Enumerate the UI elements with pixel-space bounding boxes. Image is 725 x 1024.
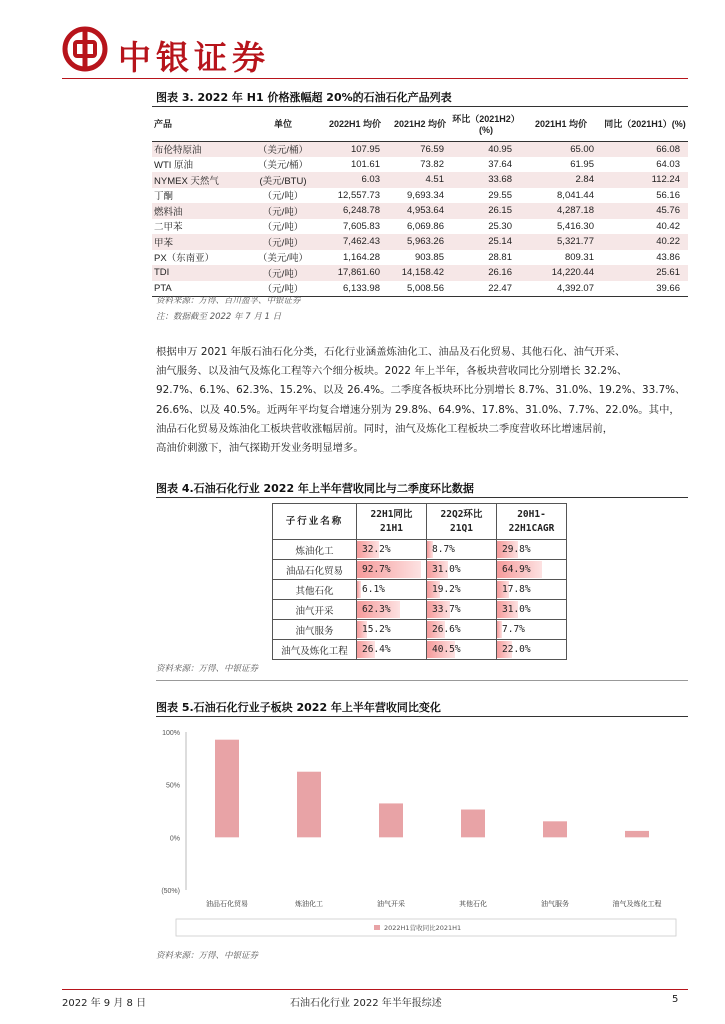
table-cell: 7,462.43 [322,234,388,250]
segment-name: 油气服务 [273,620,357,640]
chart5-source: 资料来源：万得、中银证券 [156,951,259,961]
table-cell: （元/吨） [244,281,322,297]
chart-bar [625,831,649,837]
table-cell: 28.81 [488,251,512,263]
table-cell: 6,248.78 [322,203,388,219]
table-cell: 61.95 [570,158,594,170]
chart-bar [543,821,567,837]
table-cell: 8,041.44 [557,189,594,201]
chart-bar [461,810,485,838]
table-cell: 4.51 [388,172,452,188]
x-tick-label: 油品石化贸易 [206,900,248,908]
table-cell: PX（东南亚） [154,253,215,265]
table-header: 2021H2 均价 [388,107,452,141]
table-header: 子行业名称 [273,504,357,540]
table-cell: 14,220.44 [520,265,602,281]
table-cell: 布伦特原油 [152,141,244,157]
table-cell: 7,605.83 [343,220,380,232]
y-tick-label: (50%) [161,888,180,895]
paragraph-line: 油品石化贸易及炼油化工板块营收涨幅居前。同时，油气及炼化工程板块二季度营收环比增速居前， [156,422,614,435]
table-cell: 903.85 [414,251,444,263]
table-row [152,172,688,188]
table-cell: 64.03 [656,158,680,170]
x-tick-label: 油气开采 [377,900,405,908]
table-cell: 33.68 [452,172,520,188]
table-cell: 112.24 [602,172,688,188]
table-row [152,141,688,157]
table-cell: 2.84 [520,172,602,188]
table-cell: （元/吨） [244,265,322,281]
paragraph-line: 26.6%、以及 40.5%。近两年平均复合增速分别为 29.8%、64.9%、17.8%、31.0%、7.7%、22.0%。其中， [156,403,680,416]
metric-value: 26.6% [432,624,461,635]
y-tick-label: 50% [165,782,180,790]
metric-value: 17.8% [502,584,531,595]
metric-value: 92.7% [362,564,391,575]
segment-name: 其他石化 [273,580,357,600]
table-cell: （美元/吨） [257,253,309,265]
metric-value: 62.3% [362,604,391,615]
table-cell: 45.76 [602,203,688,219]
metric-cell [357,640,427,660]
metric-value: 15.2% [362,624,391,635]
segment-name: 油气及炼化工程 [273,640,357,660]
table-cell: WTI 原油 [154,160,194,172]
table-cell: 40.95 [452,141,520,157]
table3-source: 资料来源：万得、百川盈孚、中银证券 [156,296,301,306]
segment-name: 炼油化工 [273,540,357,560]
metric-cell [357,620,427,640]
metric-value: 6.1% [362,584,385,595]
table-header: 产品 [152,107,244,141]
chart-bar [379,803,403,837]
table-cell: 甲苯 [152,234,244,250]
table-row [152,188,688,204]
table-cell: 107.95 [322,141,388,157]
table-cell: (美元/BTU) [244,172,322,188]
page-header [62,26,662,76]
table4-bottom-rule [156,680,688,681]
table-cell: 25.30 [488,220,512,232]
table-cell: 燃料油 [152,203,244,219]
revenue-yoy-bar-chart [156,720,688,945]
table3-note: 注：数据截至 2022 年 7 月 1 日 [156,312,282,322]
table-cell: （元/吨） [244,234,322,250]
table-cell: 22.47 [452,281,520,297]
table-cell: （元/吨） [262,222,304,234]
table-cell: TDI [152,265,244,281]
table-cell: （美元/桶） [244,141,322,157]
table-row [152,265,688,281]
metric-value: 32.2% [362,544,391,555]
table-cell: 25.14 [452,234,520,250]
table-cell: 29.55 [488,189,512,201]
table-cell: 66.08 [602,141,688,157]
metric-value: 8.7% [432,544,455,555]
segment-name: 油品石化贸易 [273,560,357,580]
table-row [273,580,567,600]
metric-value: 26.4% [362,644,391,655]
table-cell: 39.66 [602,281,688,297]
metric-value: 22.0% [502,644,531,655]
table-cell: NYMEX 天然气 [152,172,244,188]
table-cell: 809.31 [564,251,594,263]
price-table [152,107,688,297]
metric-cell [427,580,497,600]
chart5-caption: 图表 5.石油石化行业子板块 2022 年上半年营收同比变化 [156,701,441,714]
table-cell: （元/吨） [262,191,304,203]
metric-cell [497,560,567,580]
table-cell: 37.64 [488,158,512,170]
chart-bar [297,772,321,838]
table-row [152,157,688,173]
metric-value: 40.5% [432,644,461,655]
metric-cell [427,620,497,640]
metric-cell [497,620,567,640]
metric-cell [357,540,427,560]
table-cell: 40.22 [602,234,688,250]
legend-swatch [374,925,380,930]
metric-cell [427,640,497,660]
table-cell: 101.61 [350,158,380,170]
table-row [273,540,567,560]
table-cell: 26.15 [452,203,520,219]
table-cell: 5,416.30 [557,220,594,232]
table-row [152,250,688,266]
paragraph-line: 根据申万 2021 年版石油石化分类，石化行业涵盖炼油化工、油品及石化贸易、其他石化、油气开采、 [156,346,626,358]
table-cell: 二甲苯 [154,222,183,234]
y-tick-label: 0% [169,835,180,843]
table-row [152,234,688,250]
body-paragraph [156,343,688,458]
footer-divider [62,989,688,990]
table-cell: （美元/桶） [257,160,309,172]
brand-name: 中银证券 [118,38,270,77]
table-cell: 6.03 [322,172,388,188]
table-cell: 6,069.86 [407,220,444,232]
table-cell: 4,392.07 [520,281,602,297]
table-cell: 56.16 [656,189,680,201]
table-header: 2022H1 均价 [322,107,388,141]
table-cell: 5,008.56 [388,281,452,297]
table-cell: 25.61 [602,265,688,281]
metric-value: 33.7% [432,604,461,615]
table-cell: 73.82 [420,158,444,170]
table-cell: 76.59 [388,141,452,157]
page-number: 5 [672,994,679,1005]
table-header: 22Q2环比 21Q1 [427,504,497,540]
table4-top-rule [156,497,688,498]
metric-cell [497,640,567,660]
table-cell: 43.86 [656,251,680,263]
metric-value: 64.9% [502,564,531,575]
metric-cell [427,600,497,620]
footer-title: 石油石化行业 2022 年半年报综述 [290,998,442,1009]
table-cell: PTA [152,281,244,297]
table-header: 22H1同比 21H1 [357,504,427,540]
metric-cell [497,580,567,600]
x-tick-label: 油气服务 [541,900,569,908]
table4-caption: 图表 4.石油石化行业 2022 年上半年营收同比与二季度环比数据 [156,482,474,495]
table-cell: 9,693.34 [407,189,444,201]
metric-cell [497,540,567,560]
segment-name: 油气开采 [273,600,357,620]
y-tick-label: 100% [162,730,180,737]
metric-value: 29.8% [502,544,531,555]
table-cell: （元/吨） [244,203,322,219]
table-row [152,203,688,219]
table-row [273,640,567,660]
metric-cell [357,580,427,600]
header-divider [62,78,688,79]
metric-cell [497,600,567,620]
metric-value: 31.0% [502,604,531,615]
table-cell: 4,287.18 [520,203,602,219]
metric-cell [357,560,427,580]
metric-cell [357,600,427,620]
table-row [152,219,688,235]
metric-cell [427,560,497,580]
legend-label: 2022H1营收同比2021H1 [384,924,462,932]
table-header: 单位 [244,107,322,141]
table-cell: 65.00 [520,141,602,157]
x-tick-label: 其他石化 [459,900,487,908]
table-header: 环比（2021H2）(%) [452,107,520,141]
chart5-top-rule [156,716,688,717]
table-row [273,620,567,640]
metric-value: 7.7% [502,624,525,635]
table-header: 20H1-22H1CAGR [497,504,567,540]
table4-source: 资料来源：万得、中银证券 [156,664,259,674]
x-tick-label: 油气及炼化工程 [612,900,662,908]
table-cell: 40.42 [656,220,680,232]
paragraph-line: 高油价刺激下，油气探勘开发业务明显增多。 [156,442,364,455]
table-cell: 14,158.42 [388,265,452,281]
table-cell: 5,321.77 [520,234,602,250]
bank-of-china-logo-icon [62,26,108,72]
paragraph-line: 92.7%、6.1%、62.3%、15.2%、以及 26.4%。二季度各板块环比分别增长 8.7%、31.0%、19.2%、33.7%、 [156,384,686,397]
chart-bar [215,740,239,838]
revenue-growth-table [272,503,567,660]
metric-cell [427,540,497,560]
table-row [273,600,567,620]
table-cell: 丁酮 [154,191,174,203]
table-cell: 6,133.98 [322,281,388,297]
metric-value: 31.0% [432,564,461,575]
table-cell: 5,963.26 [388,234,452,250]
table-row [273,560,567,580]
table-cell: 12,557.73 [337,189,380,201]
paragraph-line: 油气服务、以及油气及炼化工程等六个细分板块。2022 年上半年，各板块营收同比分别增长 32.2%、 [156,365,628,378]
metric-value: 19.2% [432,584,461,595]
table-cell: 1,164.28 [343,251,380,263]
table-header: 同比（2021H1）(%) [602,107,688,141]
table-cell: 17,861.60 [322,265,388,281]
table3-caption: 图表 3. 2022 年 H1 价格涨幅超 20%的石油石化产品列表 [156,91,452,104]
x-tick-label: 炼油化工 [295,900,323,908]
table-header: 2021H1 均价 [520,107,602,141]
footer-date: 2022 年 9 月 8 日 [62,998,147,1009]
table-cell: 26.16 [452,265,520,281]
table-cell: 4,953.64 [388,203,452,219]
